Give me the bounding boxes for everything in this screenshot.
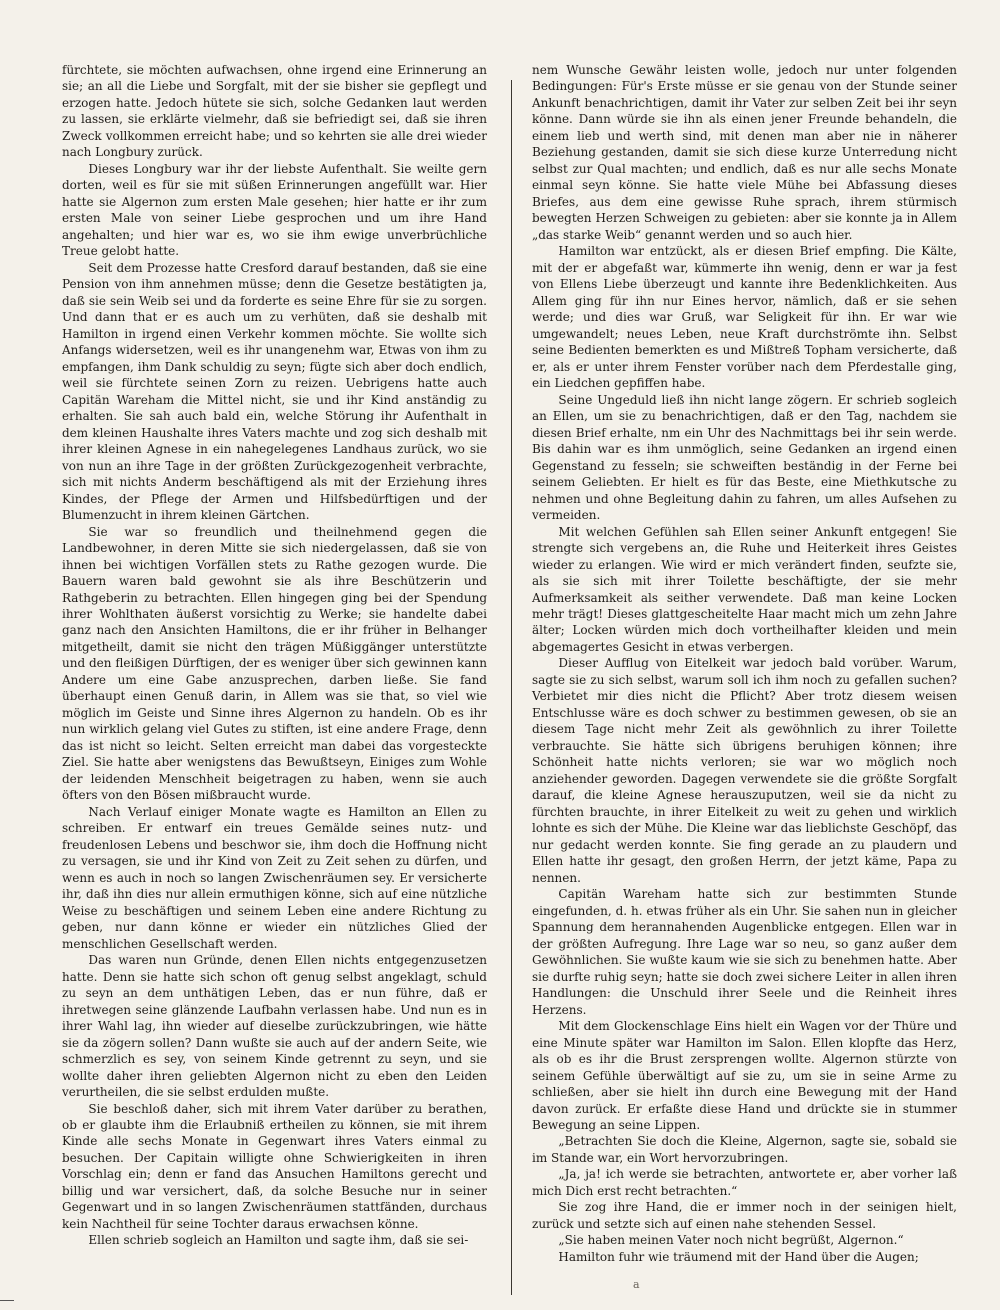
paragraph: Seine Ungeduld ließ ihn nicht lange zögern. Er schrieb sogleich an Ellen, um sie zu benachrichtigen, daß er den Tag, nachdem sie diesen Brief erhalte, nm ein Uhr des Nachmittags bei ihr sein werde. Bis dahin war es ihm unmöglich, seine Gedanken an irgend einen Gegenstand zu fesseln; sie schweiften beständig in der Ferne bei seinem Geliebten. Er hielt es für das Beste, eine Miethkutsche zu nehmen und ohne Begleitung dahin zu fahren, um alles Aufsehen zu vermeiden. xyxy=(532,392,957,523)
paragraph: Seit dem Prozesse hatte Cresford darauf bestanden, daß sie eine Pension von ihm annehmen müsse; denn die Gesetze bestätigten ja, daß sie sein Weib sei und da forderte es seine Ehre für sie zu sorgen. Und dann that er es auch um zu verhüten, daß sie deshalb mit Hamilton in irgend einen Verkehr kommen möchte. Sie wollte sich Anfangs widersetzen, weil es ihr unangenehm war, Etwas von ihm zu empfangen, ihm Dank schuldig zu seyn; fügte sich aber doch endlich, weil sie fürchtete seinen Zorn zu reizen. Uebrigens hatte auch Capitän Wareham die Mittel nicht, sie und ihr Kind anständig zu erhalten. Sie sah auch bald ein, welche Störung ihr Aufenthalt in dem kleinen Haushalte ihres Vaters machte und zog sich deshalb mit ihrer kleinen Agnese in ein nahegelegenes Landhaus zurück, wo sie von nun an ihre Tage in der größten Zurückgezogenheit verbrachte, sich mit nichts Anderm beschäftigend als mit der Erziehung ihres Kindes, der Pflege der Armen und Hilfsbedürftigen und der Blumenzucht in ihrem kleinen Gärtchen. xyxy=(62,260,487,523)
paragraph: „Betrachten Sie doch die Kleine, Algernon, sagte sie, sobald sie im Stande war, ein Wort hervorzubringen. xyxy=(532,1134,957,1165)
paragraph: „Sie haben meinen Vater noch nicht begrüßt, Algernon.“ xyxy=(558,1233,904,1248)
edge-mark xyxy=(0,1300,14,1301)
right-column xyxy=(532,62,957,1265)
column-divider xyxy=(511,80,512,1295)
paragraph: Das waren nun Gründe, denen Ellen nichts entgegenzusetzen hatte. Denn sie hatte sich schon oft genug selbst angeklagt, schuld zu seyn an dem unthätigen Leben, das er nun führe, daß er ihretwegen seine glänzende Laufbahn verlassen habe. Und nun es in ihrer Wahl lag, ihn wieder auf dieselbe zurückzubringen, wie hätte sie da zögern sollen? Dann wußte sie auch auf der andern Seite, wie schmerzlich es sey, von seinem Kinde getrennt zu seyn, und sie wollte daher ihren geliebten Algernon nicht zu eben den Leiden verurtheilen, die sie selbst erdulden mußte. xyxy=(62,953,487,1100)
paragraph: Hamilton fuhr wie träumend mit der Hand über die Augen; xyxy=(558,1249,919,1264)
paragraph: Sie war so freundlich und theilnehmend gegen die Landbewohner, in deren Mitte sie sich niedergelassen, daß sie von ihnen bei wichtigen Vorfällen stets zu Rathe gezogen wurde. Die Bauern waren bald gewohnt sie als ihre Beschützerin und Rathgeberin zu betrachten. Ellen hingegen ging bei der Spendung ihrer Wohlthaten äußerst vorsichtig zu Werke; sie handelte dabei ganz nach den Ansichten Hamiltons, die er ihr früher in Belhanger mitgetheilt, damit sie nicht den trägen Müßiggänger unterstützte und den fleißigen Dürftigen, der es weniger über sich gewinnen kann Andere um eine Gabe anzusprechen, darben ließe. Sie fand überhaupt einen Genuß darin, in Allem was sie that, so viel wie möglich im Geiste und Sinne ihres Algernon zu handeln. Ob es ihr nun wirklich gelang viel Gutes zu stiften, ist eine andere Frage, denn das ist nicht so leicht. Selten erreicht man dabei das vorgesteckte Ziel. Sie hatte aber wenigstens das Bewußtseyn, Einiges zum Wohle der leidenden Menschheit beigetragen zu haben, wenn sie auch öfters von den Bösen mißbraucht wurde. xyxy=(62,524,487,803)
paragraph: fürchtete, sie möchten aufwachsen, ohne irgend eine Erinnerung an sie; an all die Liebe und Sorgfalt, mit der sie bisher sie gepflegt und erzogen hatte. Jedoch hütete sie sich, solche Gedanken laut werden zu lassen, sie erklärte vielmehr, daß sie befriedigt sei, daß sie ihren Zweck vollkommen erreicht habe; und so kehrten sie alle drei wieder nach Longbury zurück. xyxy=(62,63,487,160)
signature-mark: a xyxy=(633,1278,640,1291)
paragraph: Ellen schrieb sogleich an Hamilton und sagte ihm, daß sie sei- xyxy=(88,1233,469,1248)
paragraph: Dieses Longbury war ihr der liebste Aufenthalt. Sie weilte gern dorten, weil es für sie mit süßen Erinnerungen angefüllt war. Hier hatte sie Algernon zum ersten Male gesehen; hier hatte er ihr zum ersten Male von seiner Liebe gesprochen und um ihre Hand angehalten; und hier war es, wo sie ihm ewige unverbrüchliche Treue gelobt hatte. xyxy=(62,161,487,259)
paragraph: Dieser Aufflug von Eitelkeit war jedoch bald vorüber. Warum, sagte sie zu sich selbst, warum soll ich ihm noch zu gefallen suchen? Verbietet mir dies nicht die Pflicht? Aber trotz diesem weisen Entschlusse wäre es doch schwer zu bestimmen gewesen, ob sie an diesem Tage nicht mehr Zeit als gewöhnlich zu ihrer Toilette verbrauchte. Sie hätte sich übrigens beruhigen können; ihre Schönheit hatte nichts verloren; sie war wo möglich noch anziehender geworden. Dagegen verwendete sie die größte Sorgfalt darauf, die kleine Agnese herauszuputzen, weil sie da nicht zu fürchten brauchte, in ihrer Eitelkeit zu weit zu gehen und wirklich lohnte es sich der Mühe. Die Kleine war das lieblichste Geschöpf, das nur gedacht werden konnte. Sie fing gerade an zu plaudern und Ellen hatte ihr gesagt, den großen Herrn, der jetzt käme, Papa zu nennen. xyxy=(532,656,957,885)
paragraph: Hamilton war entzückt, als er diesen Brief empfing. Die Kälte, mit der er abgefaßt war, kümmerte ihn wenig, denn er war ja fest von Ellens Liebe überzeugt und kannte ihre Bedenklichkeiten. Aus Allem ging für ihn nur Eines hervor, nämlich, daß er sie sehen werde; und dies war Gruß, war Seligkeit für ihn. Er war wie umgewandelt; neues Leben, neue Kraft durchströmte ihn. Selbst seine Bedienten bemerkten es und Mißtreß Topham versicherte, daß er, als er unter ihrem Fenster vorüber nach dem Pferdestalle ging, ein Liedchen gepfiffen habe. xyxy=(532,244,957,391)
paragraph: nem Wunsche Gewähr leisten wolle, jedoch nur unter folgenden Bedingungen: Für's Erste müsse er sie genau von der Stunde seiner Ankunft benachrichtigen, damit ihr Vater zur selben Zeit bei ihr seyn könne. Dann würde sie ihn als einen jener Freunde behandeln, die einem lieb und werth sind, mit denen man aber nie in näherer Beziehung gestanden, damit sie sich diese kurze Unterredung nicht selbst zur Qual machten; und endlich, daß es nur alle sechs Monate einmal seyn könne. Sie hatte viele Mühe bei Abfassung dieses Briefes, aus dem eine gewisse Ruhe sprach, ihrem stürmisch bewegten Herzen Schweigen zu gebieten: aber sie konnte ja in Allem „das starke Weib“ genannt werden und so auch hier. xyxy=(532,63,957,242)
paragraph: „Ja, ja! ich werde sie betrachten, antwortete er, aber vorher laß mich Dich erst recht betrachten.“ xyxy=(532,1167,957,1198)
paragraph: Sie zog ihre Hand, die er immer noch in der seinigen hielt, zurück und setzte sich auf einen nahe stehenden Sessel. xyxy=(532,1200,957,1231)
paragraph: Capitän Wareham hatte sich zur bestimmten Stunde eingefunden, d. h. etwas früher als ein Uhr. Sie sahen nun in gleicher Spannung dem herannahenden Augenblicke entgegen. Ellen war in der größten Aufregung. Ihre Lage war so neu, so ganz außer dem Gewöhnlichen. Sie wußte kaum wie sie sich zu benehmen hatte. Aber sie durfte ruhig seyn; hatte sie doch zwei sichere Leiter in allen ihren Handlungen: die Unschuld ihrer Seele und die Reinheit ihres Herzens. xyxy=(532,887,957,1017)
left-column xyxy=(62,62,487,1249)
paragraph: Mit dem Glockenschlage Eins hielt ein Wagen vor der Thüre und eine Minute später war Hamilton im Salon. Ellen klopfte das Herz, als ob es ihr die Brust zersprengen wollte. Algernon stürzte von seinem Gefühle überwältigt auf sie zu, um sie in seine Arme zu schließen, aber sie hielt ihn durch eine Bewegung mit der Hand davon zurück. Er erfaßte diese Hand und drückte sie in stummer Bewegung an seine Lippen. xyxy=(532,1019,957,1132)
paragraph: Mit welchen Gefühlen sah Ellen seiner Ankunft entgegen! Sie strengte sich vergebens an, die Ruhe und Heiterkeit ihres Geistes wieder zu erlangen. Wie wird er mich verändert finden, seufzte sie, als sie sich mit ihrer Toilette beschäftigte, der sie mehr Aufmerksamkeit als seither verwendete. Daß man keine Locken mehr trägt! Dieses glattgescheitelte Haar macht mich um zehn Jahre älter; Locken würden mich doch vortheilhafter kleiden und mein abgemagertes Gesicht in etwas verbergen. xyxy=(532,524,957,654)
paragraph: Sie beschloß daher, sich mit ihrem Vater darüber zu berathen, ob er glaubte ihm die Erlaubniß ertheilen zu können, sie mit ihrem Kinde alle sechs Monate in Gegenwart ihres Vaters einmal zu besuchen. Der Capitain willigte ohne Schwierigkeiten in ihren Vorschlag ein; denn er fand das Ansuchen Hamiltons gerecht und billig und war versichert, daß, da solche Besuche nur in seiner Gegenwart und in so langen Zwischenräumen stattfänden, durchaus kein Nachtheil für seine Tochter daraus erwachsen könne. xyxy=(62,1101,487,1231)
paragraph: Nach Verlauf einiger Monate wagte es Hamilton an Ellen zu schreiben. Er entwarf ein treues Gemälde seines nutz- und freudenlosen Lebens und beschwor sie, ihm doch die Hoffnung nicht zu versagen, sie und ihr Kind von Zeit zu Zeit sehen zu dürfen, und wenn es auch in noch so langen Zwischenräumen sey. Er versicherte ihr, daß ihn dies nur allein ermuthigen könne, sich auf eine nützliche Weise zu beschäftigen und seinem Leben eine andere Richtung zu geben, nur dann könne er wieder ein nützliches Glied der menschlichen Gesellschaft werden. xyxy=(62,804,487,951)
